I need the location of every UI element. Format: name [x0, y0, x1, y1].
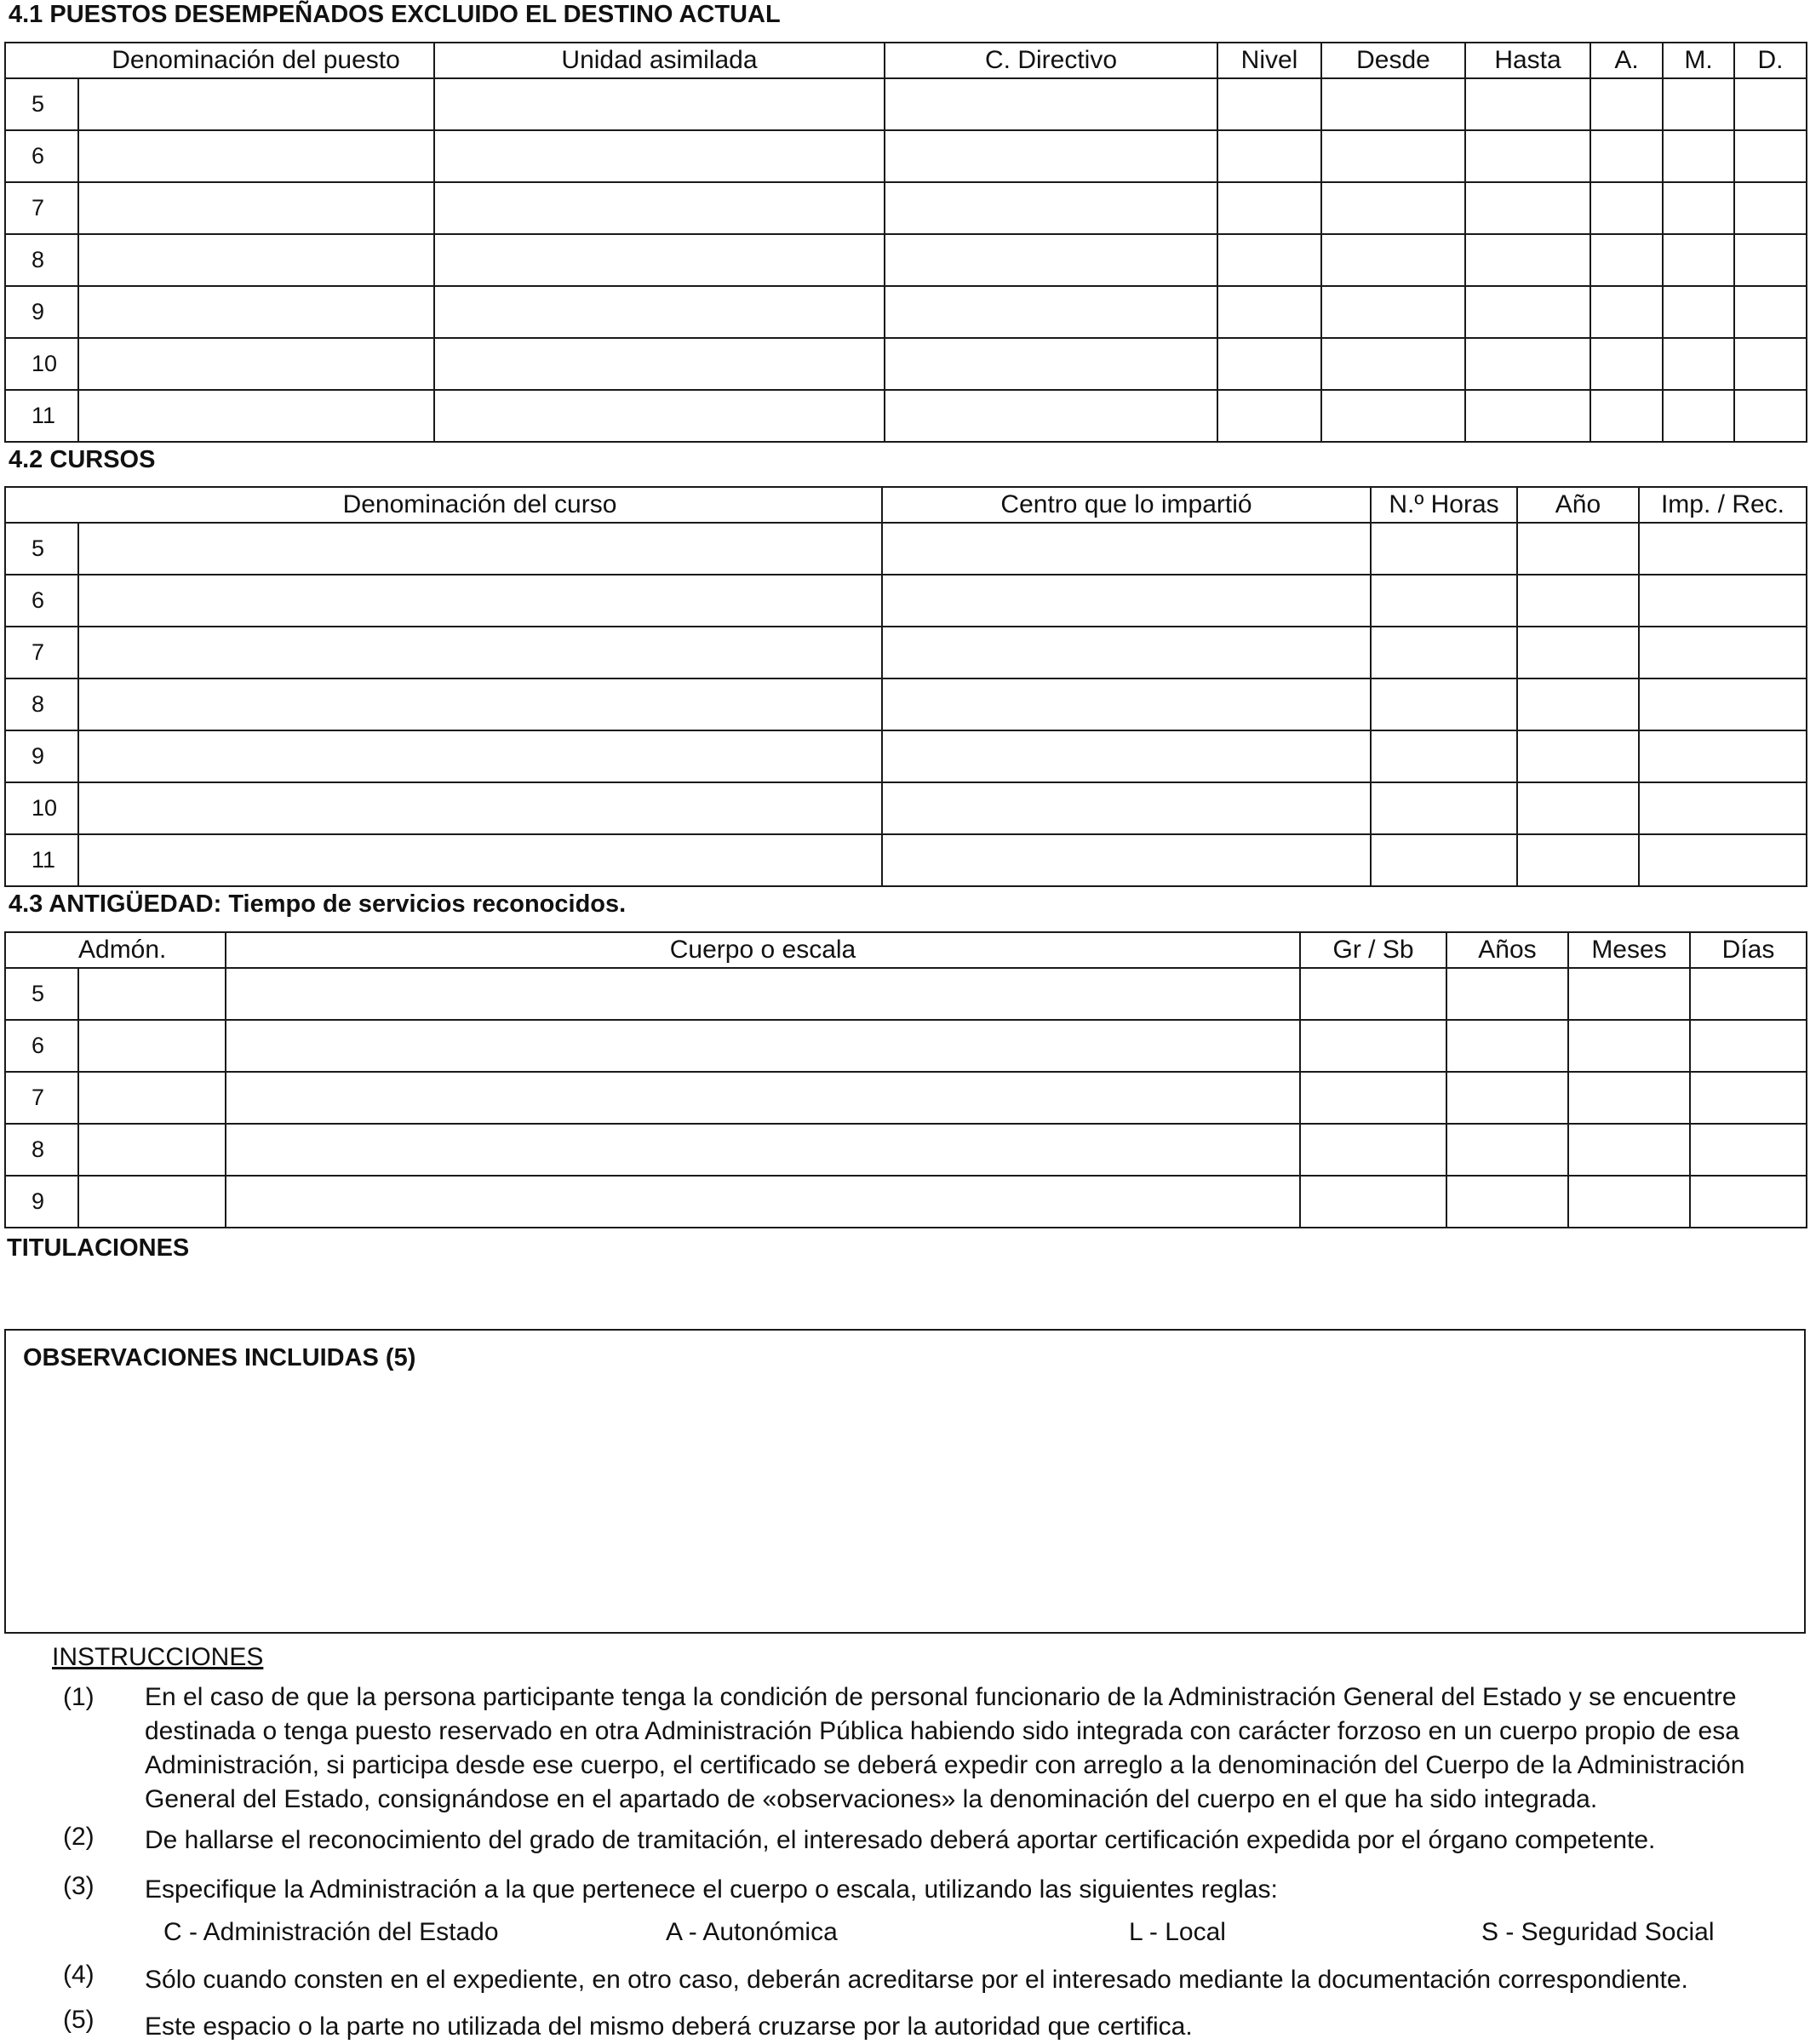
- section-4-2-title: 4.2 CURSOS: [9, 446, 156, 473]
- entry-cell[interactable]: [1517, 575, 1639, 627]
- entry-cell[interactable]: [1321, 182, 1465, 234]
- note-text: Especifique la Administración a la que pertenece el cuerpo o escala, utilizando las siguientes reglas:: [145, 1875, 1278, 1904]
- entry-cell[interactable]: [885, 286, 1217, 338]
- header-centro: Centro que lo impartió: [882, 487, 1371, 523]
- entry-cell[interactable]: [1663, 338, 1734, 390]
- entry-cell[interactable]: [1371, 523, 1517, 575]
- entry-cell[interactable]: [1690, 1176, 1807, 1228]
- row-number: 8: [5, 1124, 78, 1176]
- entry-cell[interactable]: [434, 286, 885, 338]
- row-number: 7: [5, 627, 78, 678]
- entry-cell[interactable]: [1371, 834, 1517, 886]
- row-number: 8: [5, 678, 78, 730]
- note-text: Sólo cuando consten en el expediente, en otro caso, deberán acreditarse por el interesado mediante la documentación correspondiente.: [145, 1966, 1688, 1994]
- entry-cell[interactable]: [882, 730, 1371, 782]
- row-number: 6: [5, 130, 78, 182]
- table-row: [5, 1072, 1807, 1124]
- table-row: [5, 390, 1807, 442]
- observaciones-title: OBSERVACIONES INCLUIDAS (5): [23, 1344, 416, 1371]
- note-number: (2): [63, 1823, 95, 1851]
- header-desde: Desde: [1321, 43, 1465, 78]
- entry-cell[interactable]: [1300, 1124, 1446, 1176]
- row-number: 6: [5, 575, 78, 627]
- entry-cell[interactable]: [78, 130, 434, 182]
- entry-cell[interactable]: [882, 627, 1371, 678]
- entry-cell[interactable]: [1734, 338, 1807, 390]
- entry-cell[interactable]: [882, 575, 1371, 627]
- entry-cell[interactable]: [78, 234, 434, 286]
- entry-cell[interactable]: [1568, 968, 1690, 1020]
- entry-cell[interactable]: [882, 834, 1371, 886]
- header-blank: [5, 932, 78, 968]
- rule-a: A - Autonómica: [666, 1918, 838, 1946]
- table-row: [5, 338, 1807, 390]
- entry-cell[interactable]: [1568, 1124, 1690, 1176]
- table-row: [5, 834, 1807, 886]
- entry-cell[interactable]: [1465, 390, 1590, 442]
- row-number: 11: [5, 390, 78, 442]
- note-number: (4): [63, 1961, 95, 1989]
- entry-cell[interactable]: [1663, 286, 1734, 338]
- header-denominacion-puesto: Denominación del puesto: [78, 43, 434, 78]
- entry-cell[interactable]: [1734, 182, 1807, 234]
- entry-cell[interactable]: [1590, 130, 1663, 182]
- table-row: [5, 627, 1807, 678]
- entry-cell[interactable]: [78, 338, 434, 390]
- entry-cell[interactable]: [1690, 968, 1807, 1020]
- entry-cell[interactable]: [1371, 575, 1517, 627]
- row-number: 10: [5, 338, 78, 390]
- entry-cell[interactable]: [1446, 1072, 1568, 1124]
- entry-cell[interactable]: [78, 834, 882, 886]
- entry-cell[interactable]: [1590, 390, 1663, 442]
- table-row: [5, 234, 1807, 286]
- cursos-table: [4, 486, 1807, 887]
- entry-cell[interactable]: [1734, 390, 1807, 442]
- entry-cell[interactable]: [1465, 182, 1590, 234]
- note-number: (5): [63, 2006, 95, 2034]
- entry-cell[interactable]: [434, 182, 885, 234]
- rule-s: S - Seguridad Social: [1481, 1918, 1715, 1946]
- header-nivel: Nivel: [1217, 43, 1321, 78]
- header-anos: Años: [1446, 932, 1568, 968]
- table-row: [5, 968, 1807, 1020]
- row-number: 10: [5, 782, 78, 834]
- row-number: 7: [5, 1072, 78, 1124]
- entry-cell[interactable]: [434, 130, 885, 182]
- puestos-table: [4, 42, 1807, 443]
- table-header-row: [5, 932, 1807, 968]
- header-gr-sb: Gr / Sb: [1300, 932, 1446, 968]
- entry-cell[interactable]: [885, 390, 1217, 442]
- note-text: En el caso de que la persona participante tenga la condición de personal funcionario de la Administración General del Estado y se encuentre destinada o tenga puesto reservado en otra Administración Pública habiendo sido integrada con carácter forzoso en un cuerpo propio de esa Administración, si participa desde ese cuerpo, el certificado se deberá expedir con arreglo a la denominación del Cuerpo de la Administración General del Estado, consignándose en el apartado de «observaciones» la denominación del cuerpo en el que ha sido integrada.: [145, 1683, 1745, 1813]
- entry-cell[interactable]: [434, 338, 885, 390]
- entry-cell[interactable]: [1590, 182, 1663, 234]
- header-horas: N.º Horas: [1371, 487, 1517, 523]
- table-row: [5, 523, 1807, 575]
- table-header-row: [5, 43, 1807, 78]
- entry-cell[interactable]: [1465, 78, 1590, 130]
- rule-c: C - Administración del Estado: [163, 1918, 499, 1946]
- entry-cell[interactable]: [1663, 130, 1734, 182]
- section-4-3-title: 4.3 ANTIGÜEDAD: Tiempo de servicios reconocidos.: [9, 890, 627, 918]
- entry-cell[interactable]: [78, 1020, 226, 1072]
- entry-cell[interactable]: [1446, 968, 1568, 1020]
- entry-cell[interactable]: [882, 782, 1371, 834]
- header-blank: [5, 43, 78, 78]
- header-a: A.: [1590, 43, 1663, 78]
- table-row: [5, 575, 1807, 627]
- entry-cell[interactable]: [1321, 130, 1465, 182]
- entry-cell[interactable]: [226, 1176, 1300, 1228]
- row-number: 8: [5, 234, 78, 286]
- entry-cell[interactable]: [78, 575, 882, 627]
- entry-cell[interactable]: [885, 182, 1217, 234]
- entry-cell[interactable]: [1321, 78, 1465, 130]
- entry-cell[interactable]: [1639, 627, 1807, 678]
- entry-cell[interactable]: [78, 627, 882, 678]
- entry-cell[interactable]: [78, 1124, 226, 1176]
- entry-cell[interactable]: [1465, 286, 1590, 338]
- table-row: [5, 286, 1807, 338]
- entry-cell[interactable]: [1446, 1020, 1568, 1072]
- entry-cell[interactable]: [1517, 678, 1639, 730]
- entry-cell[interactable]: [1639, 575, 1807, 627]
- row-number: 9: [5, 730, 78, 782]
- entry-cell[interactable]: [1734, 286, 1807, 338]
- entry-cell[interactable]: [78, 782, 882, 834]
- entry-cell[interactable]: [78, 730, 882, 782]
- instrucciones-title: INSTRUCCIONES: [52, 1643, 264, 1671]
- entry-cell[interactable]: [1590, 286, 1663, 338]
- header-unidad-asimilada: Unidad asimilada: [434, 43, 885, 78]
- header-hasta: Hasta: [1465, 43, 1590, 78]
- entry-cell[interactable]: [1217, 286, 1321, 338]
- entry-cell[interactable]: [1217, 234, 1321, 286]
- header-ano: Año: [1517, 487, 1639, 523]
- entry-cell[interactable]: [1371, 627, 1517, 678]
- entry-cell[interactable]: [1690, 1072, 1807, 1124]
- entry-cell[interactable]: [78, 523, 882, 575]
- header-admon: Admón.: [78, 932, 226, 968]
- entry-cell[interactable]: [1734, 78, 1807, 130]
- row-number: 5: [5, 78, 78, 130]
- row-number: 9: [5, 1176, 78, 1228]
- antiguedad-table: [4, 931, 1807, 1228]
- entry-cell[interactable]: [78, 1176, 226, 1228]
- entry-cell[interactable]: [1517, 834, 1639, 886]
- entry-cell[interactable]: [226, 1020, 1300, 1072]
- entry-cell[interactable]: [1639, 730, 1807, 782]
- entry-cell[interactable]: [1321, 390, 1465, 442]
- table-row: [5, 678, 1807, 730]
- entry-cell[interactable]: [1300, 1072, 1446, 1124]
- note-text: Este espacio o la parte no utilizada del mismo deberá cruzarse por la autoridad que certifica.: [145, 2013, 1193, 2041]
- entry-cell[interactable]: [78, 390, 434, 442]
- header-dias: Días: [1690, 932, 1807, 968]
- entry-cell[interactable]: [1663, 78, 1734, 130]
- entry-cell[interactable]: [434, 390, 885, 442]
- entry-cell[interactable]: [1446, 1176, 1568, 1228]
- row-number: 11: [5, 834, 78, 886]
- header-meses: Meses: [1568, 932, 1690, 968]
- entry-cell[interactable]: [1734, 234, 1807, 286]
- entry-cell[interactable]: [1321, 338, 1465, 390]
- entry-cell[interactable]: [1300, 1176, 1446, 1228]
- note-text: De hallarse el reconocimiento del grado de tramitación, el interesado deberá aportar certificación expedida por el órgano competente.: [145, 1826, 1656, 1854]
- entry-cell[interactable]: [1217, 390, 1321, 442]
- entry-cell[interactable]: [1663, 234, 1734, 286]
- entry-cell[interactable]: [1517, 627, 1639, 678]
- table-row: [5, 1176, 1807, 1228]
- entry-cell[interactable]: [434, 78, 885, 130]
- entry-cell[interactable]: [78, 968, 226, 1020]
- entry-cell[interactable]: [1321, 234, 1465, 286]
- entry-cell[interactable]: [1639, 782, 1807, 834]
- entry-cell[interactable]: [1371, 782, 1517, 834]
- entry-cell[interactable]: [1465, 338, 1590, 390]
- table-row: [5, 1020, 1807, 1072]
- entry-cell[interactable]: [882, 678, 1371, 730]
- header-denominacion-curso: Denominación del curso: [78, 487, 882, 523]
- header-cuerpo-escala: Cuerpo o escala: [226, 932, 1300, 968]
- entry-cell[interactable]: [1663, 390, 1734, 442]
- table-row: [5, 182, 1807, 234]
- entry-cell[interactable]: [885, 234, 1217, 286]
- table-row: [5, 782, 1807, 834]
- entry-cell[interactable]: [226, 1124, 1300, 1176]
- table-row: [5, 1124, 1807, 1176]
- entry-cell[interactable]: [1217, 182, 1321, 234]
- header-c-directivo: C. Directivo: [885, 43, 1217, 78]
- entry-cell[interactable]: [1217, 338, 1321, 390]
- row-number: 9: [5, 286, 78, 338]
- entry-cell[interactable]: [1663, 182, 1734, 234]
- entry-cell[interactable]: [1217, 130, 1321, 182]
- rule-l: L - Local: [1129, 1918, 1226, 1946]
- entry-cell[interactable]: [1217, 78, 1321, 130]
- entry-cell[interactable]: [1371, 730, 1517, 782]
- entry-cell[interactable]: [1300, 1020, 1446, 1072]
- entry-cell[interactable]: [885, 338, 1217, 390]
- entry-cell[interactable]: [1517, 730, 1639, 782]
- entry-cell[interactable]: [1300, 968, 1446, 1020]
- section-4-1-title: 4.1 PUESTOS DESEMPEÑADOS EXCLUIDO EL DESTINO ACTUAL: [9, 1, 781, 28]
- titulaciones-heading: TITULACIONES: [7, 1234, 190, 1262]
- entry-cell[interactable]: [1465, 130, 1590, 182]
- entry-cell[interactable]: [1568, 1176, 1690, 1228]
- entry-cell[interactable]: [78, 286, 434, 338]
- entry-cell[interactable]: [1734, 130, 1807, 182]
- entry-cell[interactable]: [226, 968, 1300, 1020]
- header-d: D.: [1734, 43, 1807, 78]
- table-row: [5, 78, 1807, 130]
- entry-cell[interactable]: [1321, 286, 1465, 338]
- entry-cell[interactable]: [78, 1072, 226, 1124]
- entry-cell[interactable]: [1690, 1020, 1807, 1072]
- entry-cell[interactable]: [1568, 1020, 1690, 1072]
- header-m: M.: [1663, 43, 1734, 78]
- entry-cell[interactable]: [1371, 678, 1517, 730]
- row-number: 7: [5, 182, 78, 234]
- entry-cell[interactable]: [1568, 1072, 1690, 1124]
- row-number: 5: [5, 968, 78, 1020]
- entry-cell[interactable]: [1590, 234, 1663, 286]
- entry-cell[interactable]: [226, 1072, 1300, 1124]
- entry-cell[interactable]: [1639, 523, 1807, 575]
- note-number: (3): [63, 1872, 95, 1900]
- entry-cell[interactable]: [1639, 834, 1807, 886]
- entry-cell[interactable]: [78, 678, 882, 730]
- entry-cell[interactable]: [1517, 782, 1639, 834]
- header-imp-rec: Imp. / Rec.: [1639, 487, 1807, 523]
- header-blank: [5, 487, 78, 523]
- entry-cell[interactable]: [1639, 678, 1807, 730]
- entry-cell[interactable]: [882, 523, 1371, 575]
- entry-cell[interactable]: [1446, 1124, 1568, 1176]
- row-number: 5: [5, 523, 78, 575]
- entry-cell[interactable]: [1517, 523, 1639, 575]
- table-row: [5, 730, 1807, 782]
- observaciones-box: [4, 1329, 1806, 1634]
- table-row: [5, 130, 1807, 182]
- entry-cell[interactable]: [434, 234, 885, 286]
- entry-cell[interactable]: [1590, 78, 1663, 130]
- row-number: 6: [5, 1020, 78, 1072]
- note-number: (1): [63, 1683, 95, 1711]
- entry-cell[interactable]: [78, 78, 434, 130]
- entry-cell[interactable]: [1590, 338, 1663, 390]
- entry-cell[interactable]: [78, 182, 434, 234]
- entry-cell[interactable]: [885, 78, 1217, 130]
- table-header-row: [5, 487, 1807, 523]
- entry-cell[interactable]: [1690, 1124, 1807, 1176]
- entry-cell[interactable]: [1465, 234, 1590, 286]
- entry-cell[interactable]: [885, 130, 1217, 182]
